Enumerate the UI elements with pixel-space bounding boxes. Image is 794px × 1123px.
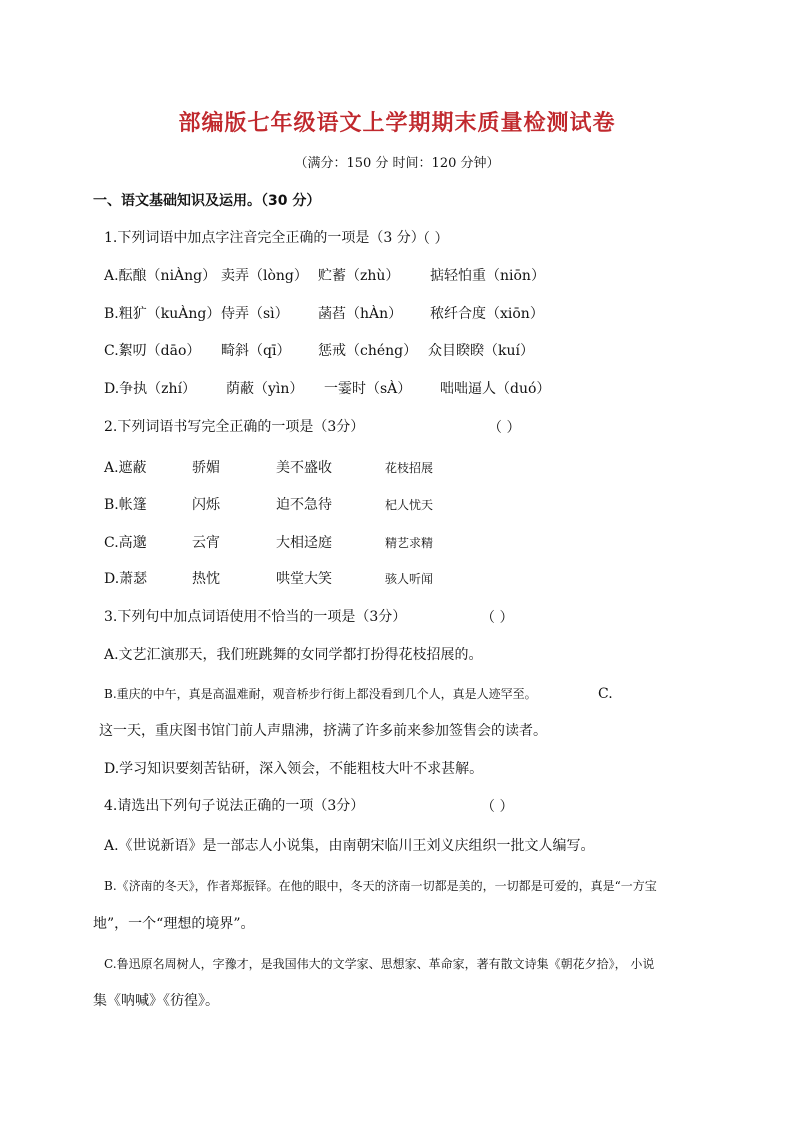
q1-option: 畸斜（qī） (221, 343, 291, 359)
q4-option-b: B.《济南的冬天》，作者郑振铎。在他的眼中，冬天的济南一切都是美的，一切都是可爱的，真是“一方宝 (104, 879, 657, 893)
q4-answer-bracket: （ ） (481, 799, 514, 815)
q1-option: 惩戒（chéng） (318, 343, 418, 359)
q2-option: A.遮蔽 (104, 460, 147, 476)
q2-option: 精艺求精 (385, 536, 434, 550)
q2-option: 杞人忧天 (385, 498, 434, 512)
q2-option: 骄媚 (192, 460, 220, 476)
q2-option: B.帐篷 (104, 497, 147, 513)
q1-option: 咄咄逼人（duó） (440, 381, 551, 397)
q4-option-c-cont: 集《呐喊》《彷徨》。 (93, 993, 219, 1009)
q4-option-a: A.《世说新语》是一部志人小说集，由南朝宋临川王刘义庆组织一批文人编写。 (104, 838, 595, 854)
q1-option: 掂轻怕重（niōn） (430, 268, 545, 284)
q1-stem: 1.下列词语中加点字注音完全正确的一项是（3 分） (104, 230, 425, 246)
q3-option-c: 这一天，重庆图书馆门前人声鼎沸，挤满了许多前来参加签售会的读者。 (99, 723, 547, 739)
q2-option: 热忱 (192, 571, 220, 587)
q2-stem: 2.下列词语书写完全正确的一项是（3分） (104, 419, 365, 435)
q1-option: C.絮叨（dāo） (104, 343, 201, 359)
q4-option-c: C.鲁迅原名周树人，字豫才，是我国伟大的文学家、思想家、革命家，著有散文诗集《朝花夕拾》， 小说 (104, 957, 655, 971)
q2-option: D.萧瑟 (104, 571, 148, 587)
q1-option: D.争执（zhí） (104, 381, 197, 397)
q2-option: 闪烁 (192, 497, 220, 513)
q2-option: 云宵 (192, 535, 220, 551)
q1-option: A.酝酿（niÀng） (104, 268, 217, 284)
section-heading: 一、语文基础知识及运用。（30 分） (93, 193, 321, 209)
q4-option-b-cont: 地”，一个“理想的境界”。 (93, 916, 255, 932)
exam-info: （满分：150 分 时间：120 分钟） (294, 156, 500, 171)
q1-option: 众目睽睽（kuí） (428, 343, 534, 359)
q2-option: 美不盛收 (276, 460, 332, 476)
q3-answer-bracket: （ ） (481, 610, 514, 626)
q1-answer-bracket: （ ） (416, 231, 449, 247)
q3-option-d: D.学习知识要刻苦钻研，深入领会，不能粗枝大叶不求甚解。 (104, 761, 484, 777)
page-title: 部编版七年级语文上学期期末质量检测试卷 (178, 111, 616, 136)
q1-option: 荫蔽（yìn） (226, 381, 304, 397)
q2-option: 迫不急待 (276, 497, 332, 513)
q1-option: 秾纤合度（xiōn） (430, 306, 544, 322)
q2-option: C.高邈 (104, 535, 147, 551)
q3-option-c-label: C. (598, 686, 613, 702)
q1-option: 侍弄（sì） (221, 306, 289, 322)
q1-option: 菡萏（hÀn） (318, 306, 403, 322)
q2-option: 哄堂大笑 (276, 571, 332, 587)
q1-option: 卖弄（lòng） (221, 268, 308, 284)
q1-option: 贮蓄（zhù） (318, 268, 400, 284)
q1-option: B.粗犷（kuÀng） (104, 306, 221, 322)
q4-stem: 4.请选出下列句子说法正确的一项（3分） (104, 798, 365, 814)
q2-answer-bracket: （ ） (488, 420, 521, 436)
q2-option: 花枝招展 (385, 461, 434, 475)
q1-option: 一霎时（sÀ） (324, 381, 412, 397)
q3-option-a: A.文艺汇演那天，我们班跳舞的女同学都打扮得花枝招展的。 (104, 647, 483, 663)
q2-option: 大相迳庭 (276, 535, 332, 551)
q3-stem: 3.下列句中加点词语使用不恰当的一项是（3分） (104, 609, 407, 625)
q3-option-b: B.重庆的中午，真是高温难耐，观音桥步行街上都没看到几个人，真是人迹罕至。 (104, 687, 537, 701)
q2-option: 骇人听闻 (385, 572, 434, 586)
